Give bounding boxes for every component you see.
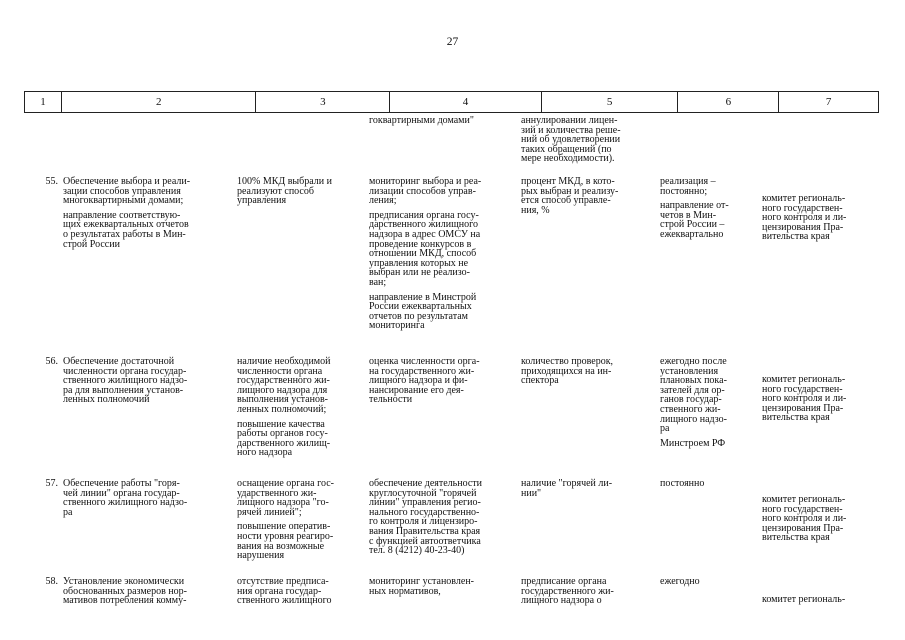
responsible-cell bbox=[762, 375, 877, 428]
cell-paragraph: мониторинг установлен- ных нормативов, bbox=[369, 576, 474, 597]
cell-paragraph: гоквартирными домами" bbox=[369, 115, 474, 126]
column-header: 7 bbox=[825, 96, 832, 108]
cell-paragraph: постоянно bbox=[660, 478, 705, 489]
task-cell bbox=[63, 177, 228, 254]
task-cell bbox=[63, 357, 228, 410]
cell-paragraph: направление от- четов в Мин- строй России – ежеквартально bbox=[660, 200, 729, 240]
row-number: 55. bbox=[45, 176, 58, 187]
indicator-cell bbox=[521, 479, 654, 503]
measure-cell bbox=[369, 177, 515, 336]
row-number: 57. bbox=[45, 478, 58, 489]
responsible-cell bbox=[762, 595, 877, 610]
indicator-cell bbox=[521, 357, 654, 391]
cell-paragraph: обеспечение деятельности круглосуточной "горячей линии" управления регио- нального государственно- го контроля и лицензиро- вания Правительства края с функцией автоответчика тел. 8 (4212) 40-23-40) bbox=[369, 478, 482, 557]
responsible-cell bbox=[762, 495, 877, 548]
cell-paragraph: Обеспечение работы "горя- чей линии" органа государ- ственного жилищного надзо- ра bbox=[63, 478, 188, 518]
cell-paragraph: 100% МКД выбрали и реализуют способ управления bbox=[237, 176, 332, 207]
cell-paragraph: мониторинг выбора и реа- лизации способов управ- ления; bbox=[369, 176, 482, 207]
cell-paragraph: ежегодно bbox=[660, 576, 700, 587]
cell-paragraph: реализация – постоянно; bbox=[660, 176, 716, 197]
cell-paragraph: предписание органа государственного жи- лищного надзора о bbox=[521, 576, 614, 607]
deadline-cell bbox=[660, 577, 755, 592]
measure-cell bbox=[369, 357, 515, 410]
column-header: 5 bbox=[542, 92, 679, 112]
cell-paragraph: повышение оператив- ности уровня реагиро- вания на возможные нарушения bbox=[237, 521, 334, 562]
continuation-col4 bbox=[369, 116, 515, 131]
cell-paragraph: процент МКД, в кото- рых выбран и реализу- ется способ управле- ния, % bbox=[521, 176, 619, 216]
row-number: 58. bbox=[45, 576, 58, 587]
continuation-col5 bbox=[521, 116, 654, 169]
task-cell bbox=[63, 479, 228, 522]
cell-paragraph: повышение качества работы органов госу- дарственного жилищ- ного надзора bbox=[237, 418, 331, 459]
cell-paragraph: оснащение органа гос- ударственного жи- лищного надзора "го- рячей линией"; bbox=[237, 478, 334, 518]
cell-paragraph: направление соответствую- щих ежеквартальных отчетов о результатах работы в Мин- строй России bbox=[63, 209, 189, 250]
cell-paragraph: аннулировании лицен- зий и количества реше- ний об удовлетворении таких обращений (по мере необходимости). bbox=[521, 115, 621, 165]
cell-paragraph: количество проверок, приходящихся на ин- спектора bbox=[521, 356, 614, 387]
cell-paragraph: комитет региональ- ного государствен- ного контроля и ли- цензирования Пра- вительства края bbox=[762, 374, 847, 424]
cell-paragraph: отсутствие предписа- ния органа государ- ственного жилищного bbox=[237, 576, 332, 607]
task-cell bbox=[63, 577, 228, 611]
column-header: 4 bbox=[390, 92, 542, 112]
result-cell bbox=[237, 479, 363, 566]
cell-paragraph: оценка численности орга- на государственного жи- лищного надзора и фи- нансирование его дея- тельности bbox=[369, 356, 480, 406]
measure-cell bbox=[369, 577, 515, 601]
column-header: 2 bbox=[62, 92, 257, 112]
cell-paragraph: комитет региональ- bbox=[762, 594, 846, 605]
responsible-cell bbox=[762, 194, 877, 247]
cell-paragraph: Обеспечение выбора и реали- зации способов управления многоквартирными домами; bbox=[63, 176, 191, 207]
result-cell bbox=[237, 177, 363, 211]
cell-paragraph: Минстроем РФ bbox=[660, 437, 726, 449]
result-cell bbox=[237, 357, 363, 463]
cell-paragraph: наличие "горячей ли- нии" bbox=[521, 478, 613, 499]
deadline-cell bbox=[660, 479, 755, 494]
indicator-cell bbox=[521, 177, 654, 220]
column-header: 1 bbox=[25, 92, 62, 112]
cell-paragraph: ежегодно после установления плановых пока- зателей для ор- ганов государ- ственного жи- лищного надзо- ра bbox=[660, 356, 727, 435]
cell-paragraph: Обеспечение достаточной численности органа государ- ственного жилищного надзо- ра для выполнения установ- ленных полномочий bbox=[63, 356, 188, 406]
cell-paragraph: комитет региональ- ного государствен- ного контроля и ли- цензирования Пра- вительства края bbox=[762, 193, 847, 243]
measure-cell bbox=[369, 479, 515, 561]
column-header: 6 bbox=[678, 92, 779, 112]
table-header bbox=[24, 91, 879, 113]
cell-paragraph: направление в Минстрой России ежеквартальных отчетов по результатам мониторинга bbox=[369, 291, 477, 332]
column-header: 3 bbox=[256, 92, 390, 112]
indicator-cell bbox=[521, 577, 654, 611]
result-cell bbox=[237, 577, 363, 611]
page-number: 27 bbox=[446, 36, 459, 48]
cell-paragraph: комитет региональ- ного государствен- ного контроля и ли- цензирования Пра- вительства края bbox=[762, 494, 847, 544]
row-number: 56. bbox=[45, 356, 58, 367]
cell-paragraph: предписания органа госу- дарственного жилищного надзора в адрес ОМСУ на проведение конкурсов в отношении МКД, способ управления которых не выбран или не реализо- ван; bbox=[369, 209, 481, 288]
cell-paragraph: наличие необходимой численности органа государственного жи- лищного надзора для выполнения установ- ленных полномочий; bbox=[237, 356, 331, 415]
deadline-cell bbox=[660, 177, 755, 245]
cell-paragraph: Установление экономически обоснованных размеров нор- мативов потребления комму- bbox=[63, 576, 187, 607]
deadline-cell bbox=[660, 357, 755, 453]
